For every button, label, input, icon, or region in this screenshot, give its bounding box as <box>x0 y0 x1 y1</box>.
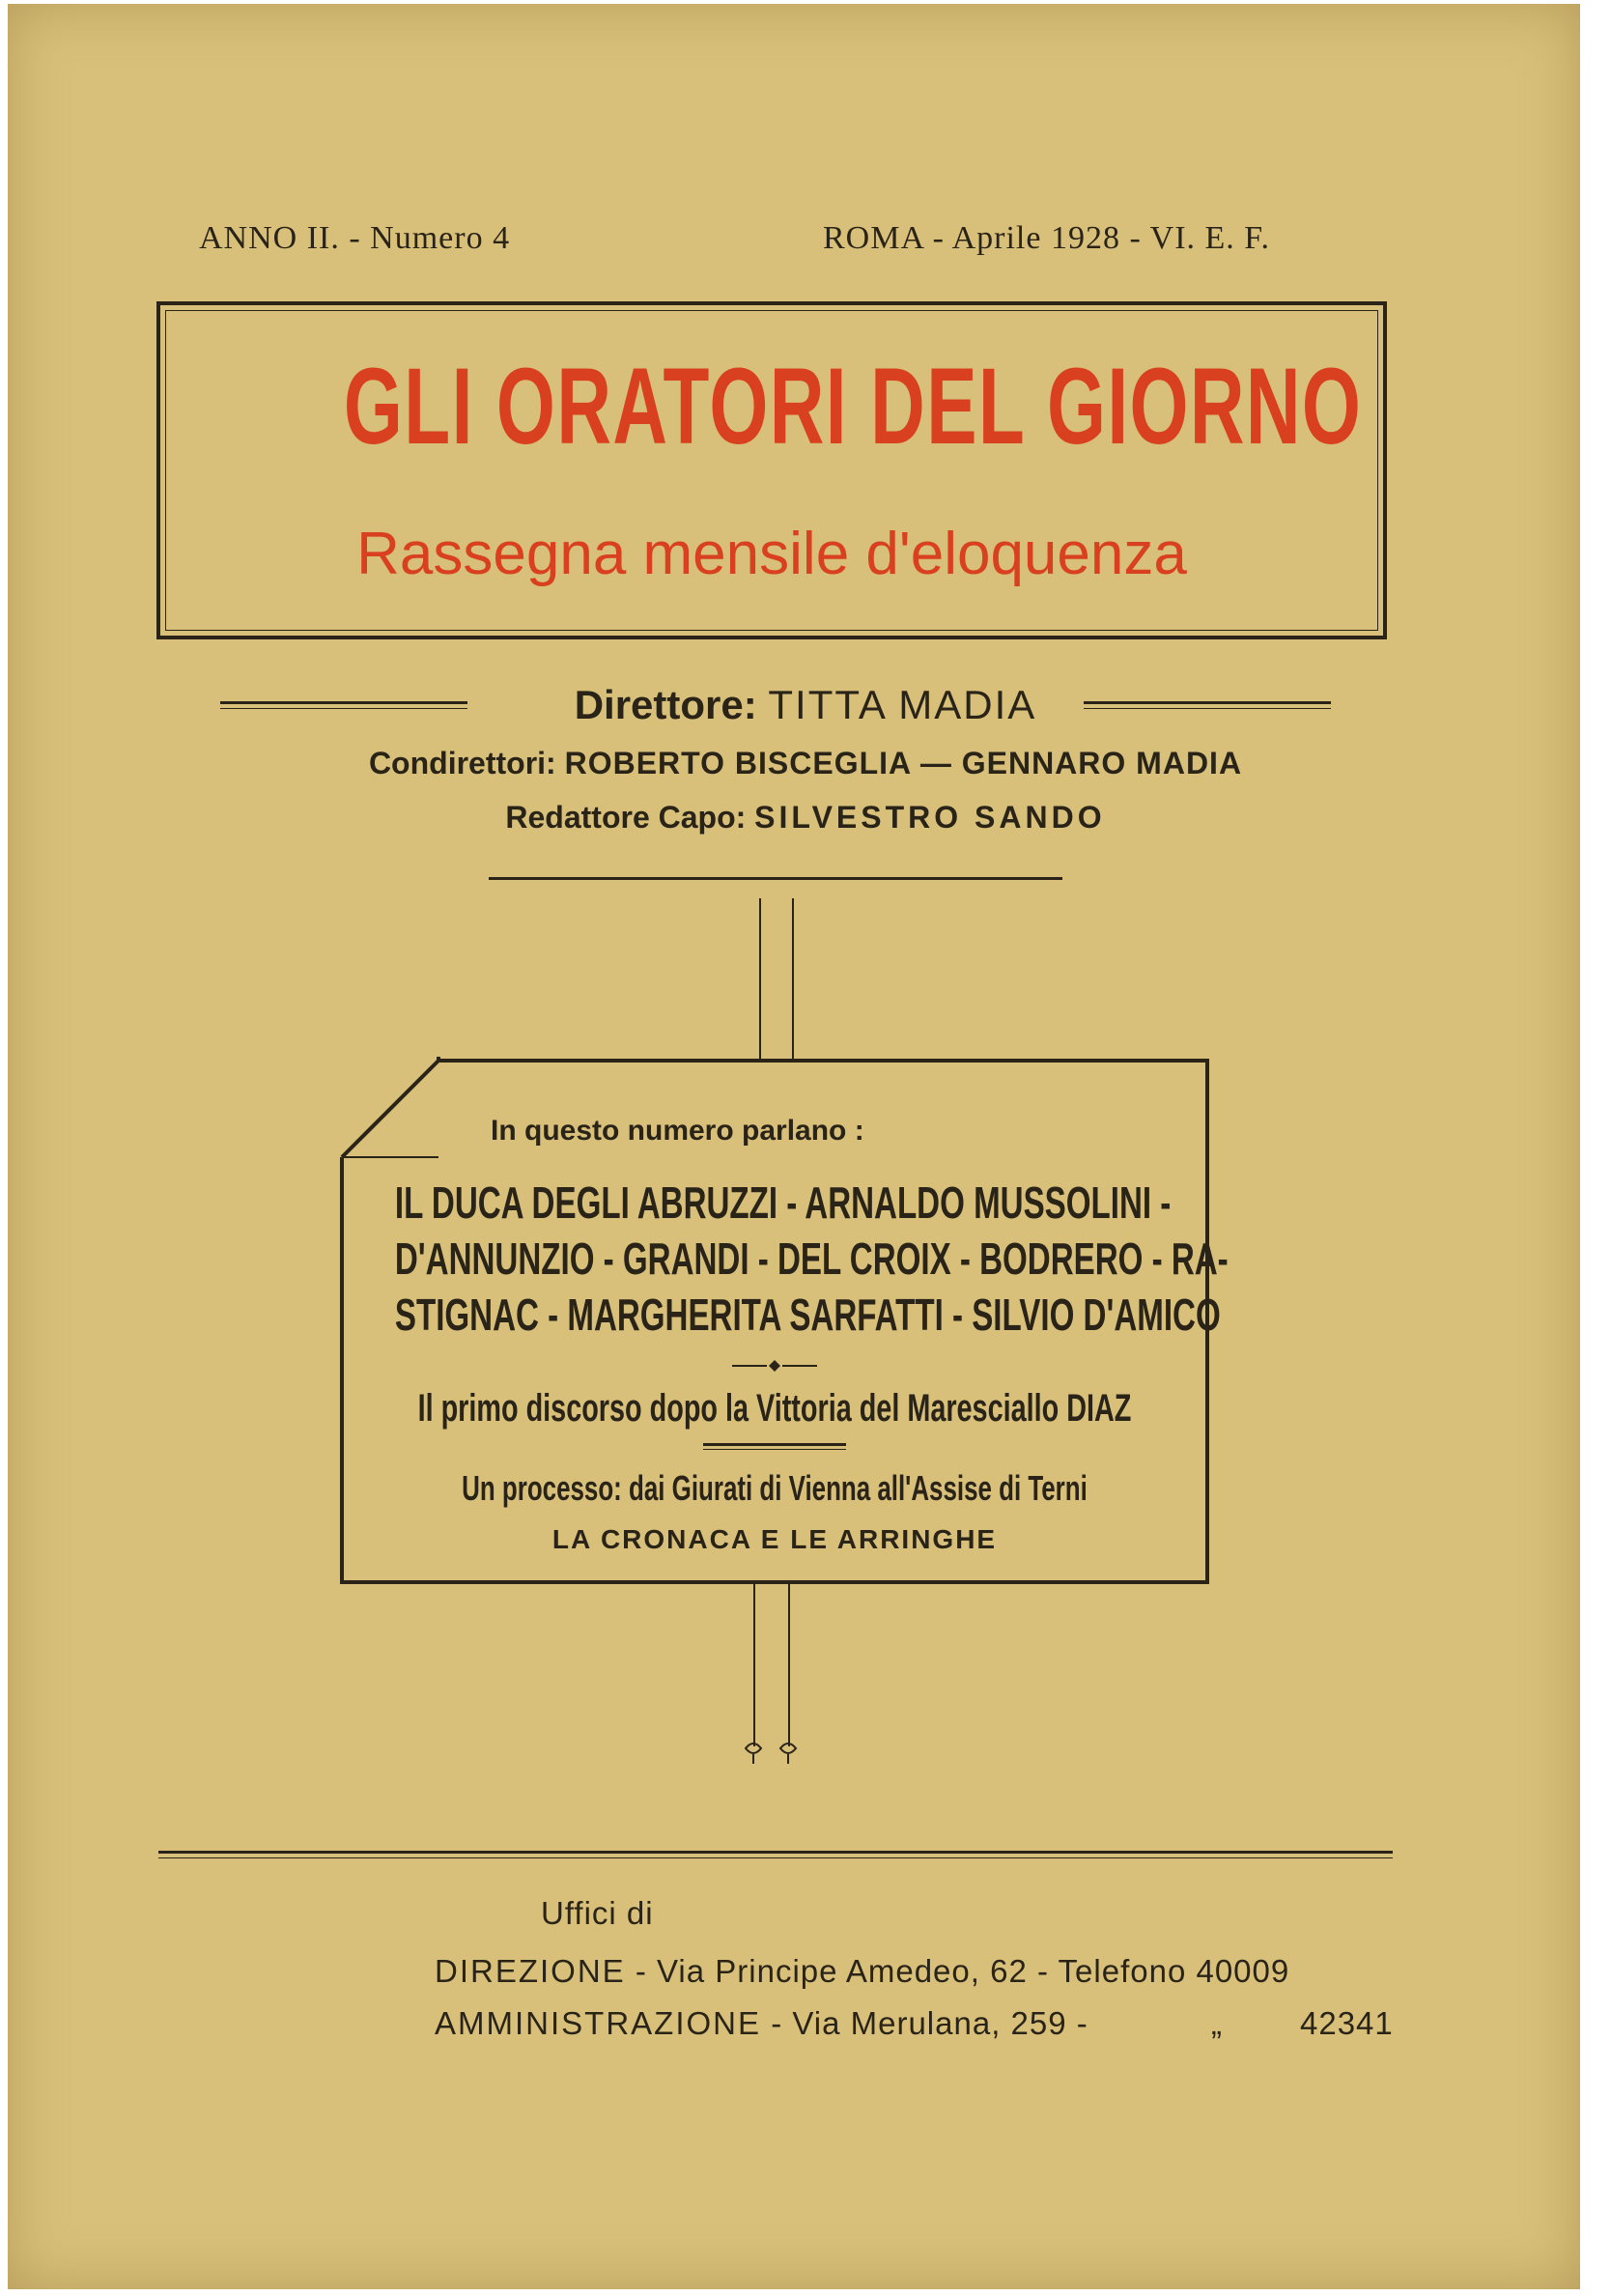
director-line <box>0 682 1611 728</box>
speakers-line-1: IL DUCA DEGLI ABRUZZI - ARNALDO MUSSOLINI - <box>394 1177 1172 1228</box>
direzione-address: - Via Principe Amedeo, 62 - Telefono 40009 <box>635 1953 1290 1989</box>
amministrazione-phone: 42341 <box>1300 2005 1394 2041</box>
direzione-label: DIREZIONE <box>435 1953 626 1989</box>
magazine-title: GLI ORATORI DEL GIORNO <box>343 346 1363 467</box>
amministrazione-address: - Via Merulana, 259 - <box>771 2005 1088 2041</box>
co-directors-names: ROBERTO BISCEGLIA — GENNARO MADIA <box>564 746 1243 780</box>
director-name: TITTA MADIA <box>768 682 1037 727</box>
separator-rule <box>489 877 1062 880</box>
editor-line <box>0 800 1611 836</box>
post-finial-icon <box>740 1741 806 1766</box>
post-right-bottom <box>788 1584 790 1746</box>
director-label: Direttore: <box>574 682 757 727</box>
issue-number: ANNO II. - Numero 4 <box>199 220 511 256</box>
chronicle-line: LA CRONACA E LE ARRINGHE <box>551 1524 998 1554</box>
feature-line: Il primo discorso dopo la Vittoria del Maresciallo DIAZ <box>417 1387 1132 1430</box>
bottom-rule <box>158 1851 1393 1858</box>
co-directors-line <box>0 746 1611 781</box>
offices-heading: Uffici di <box>541 1895 654 1931</box>
speakers-line-3: STIGNAC - MARGHERITA SARFATTI - SILVIO D'AMICO <box>394 1290 1221 1340</box>
co-directors-label: Condirettori: <box>368 746 556 780</box>
amministrazione-line <box>435 2005 1088 2042</box>
post-left-bottom <box>753 1584 755 1746</box>
editor-name: SILVESTRO SANDO <box>754 800 1106 835</box>
magazine-subtitle: Rassegna mensile d'eloquenza <box>356 521 1187 587</box>
inner-rule <box>703 1443 846 1450</box>
speakers-line-2: D'ANNUNZIO - GRANDI - DEL CROIX - BODRERO - RA- <box>394 1233 1229 1284</box>
contents-box <box>340 1059 1229 1584</box>
issue-date: ROMA - Aprile 1928 - VI. E. F. <box>823 220 1270 256</box>
direzione-line <box>435 1953 1289 1990</box>
post-left-top <box>759 898 761 1059</box>
folded-corner-icon <box>338 1057 446 1165</box>
ornament-icon <box>732 1358 817 1374</box>
post-right-top <box>792 898 794 1059</box>
masthead-box <box>156 301 1387 639</box>
ditto-mark: „ <box>1211 2005 1223 2041</box>
editor-label: Redattore Capo: <box>505 800 747 835</box>
process-line: Un processo: dai Giurati di Vienna all'Assise di Terni <box>462 1468 1088 1508</box>
contents-intro: In questo numero parlano : <box>491 1115 864 1147</box>
amministrazione-label: AMMINISTRAZIONE <box>435 2005 762 2041</box>
